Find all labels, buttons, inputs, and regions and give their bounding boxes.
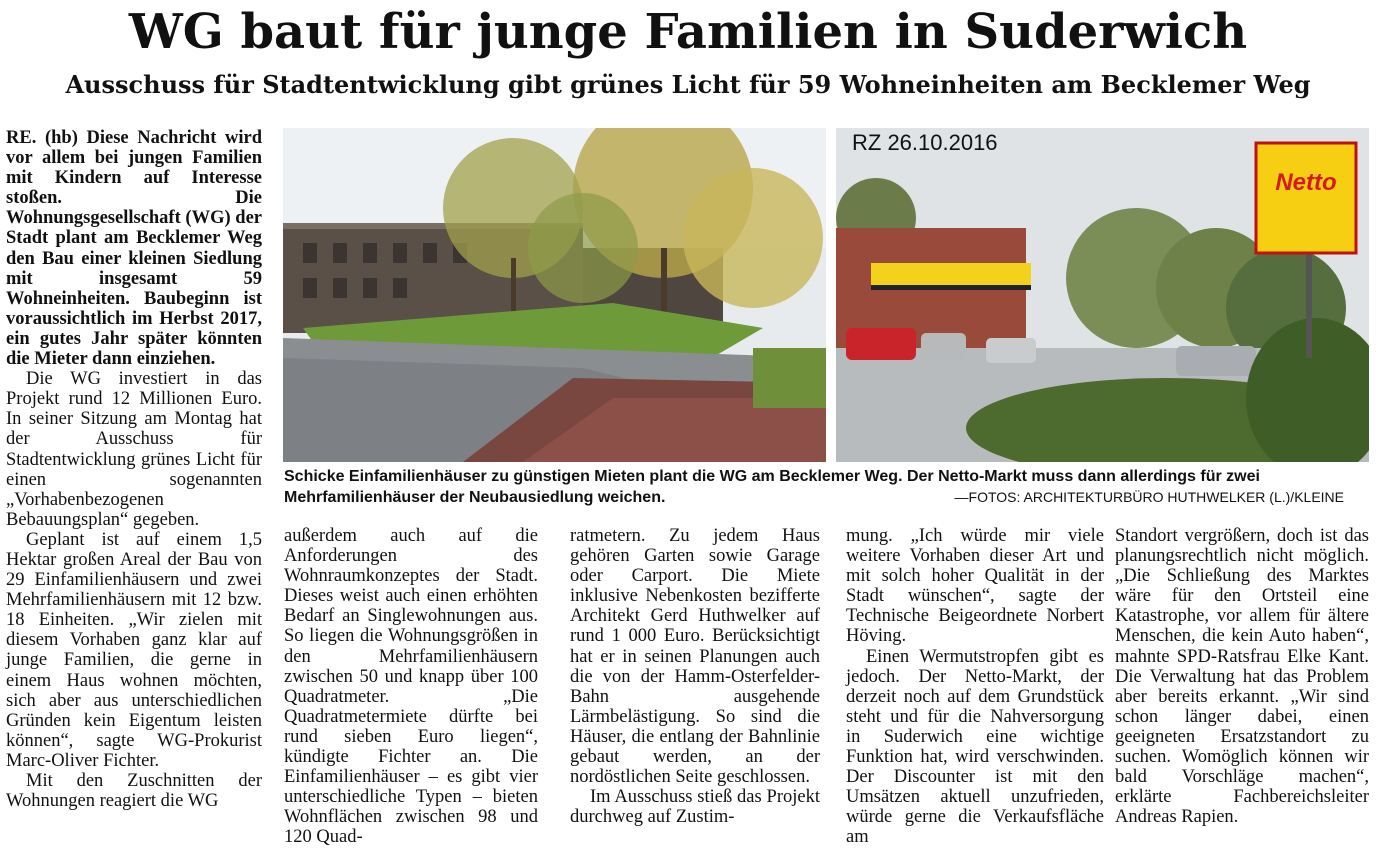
netto-market-photo xyxy=(836,128,1369,462)
paragraph: Einen Wermutstropfen gibt es jedoch. Der Netto-Markt, der derzeit noch auf dem Grundstück steht und für die Nahversorgung in Suderwich eine wichtige Funktion hat, wird verschwinden. Der Discounter ist mit den Umsätzen aktuell unzufrieden, würde gerne die Verkaufsfläche am xyxy=(846,646,1104,848)
article-column-3 xyxy=(570,526,820,827)
paragraph: ratmetern. Zu jedem Haus gehören Garten sowie Garage oder Carport. Die Miete inklusive Nebenkosten bezifferte Architekt Gerd Huthwelker auf rund 1 000 Euro. Berücksichtigt hat er in seinen Planungen auch die von der Hamm-Osterfelder-Bahn ausgehende Lärmbelästigung. So sind die Häuser, die entlang der Bahnlinie gebaut werden, an der nordöstlichen Seite geschlossen. xyxy=(570,526,820,788)
paragraph: Geplant ist auf einem 1,5 Hektar großen Areal der Bau von 29 Einfamilienhäusern und zwei Mehrfamilienhäusern mit 12 bzw. 18 Einheiten. „Wir zielen mit diesem Vorhaben ganz klar auf junge Familien, die gerne in einem Haus wohnen möchten, sich aber aus unterschiedlichen Gründen kein Eigentum leisten können“, sagte WG-Prokurist Marc-Oliver Fichter. xyxy=(6,529,262,771)
rendering-image xyxy=(283,128,826,462)
lead-paragraph: RE. (hb) Diese Nachricht wird vor allem bei jungen Familien mit Kindern auf Interesse stoßen. Die Wohnungsgesellschaft (WG) der Stadt plant am Becklemer Weg den Bau einer kleinen Siedlung mit insgesamt 59 Wohneinheiten. Baubeginn ist voraussichtlich im Herbst 2017, ein gutes Jahr später könnten die Mieter dann einziehen. xyxy=(6,128,262,370)
architecture-rendering-photo xyxy=(283,128,826,462)
paragraph: außerdem auch auf die Anforderungen des Wohnraumkonzeptes der Stadt. Dieses weist auch einen erhöhten Bedarf an Singlewohnungen aus. So liegen die Wohnungsgrößen in den Mehrfamilienhäusern zwischen 50 und knapp über 100 Quadratmeter. „Die Quadratmetermiete dürfte bei rund sieben Euro liegen“, kündigte Fichter an. Die Einfamilienhäuser – es gibt vier unterschiedliche Typen – bieten Wohnflächen zwischen 98 und 120 Quad- xyxy=(284,526,538,848)
subheadline: Ausschuss für Stadtentwicklung gibt grünes Licht für 59 Wohneinheiten am Becklemer Weg xyxy=(65,70,1311,99)
paragraph: Standort vergrößern, doch ist das planungsrechtlich nicht möglich. „Die Schließung des Marktes wäre für den Ortsteil eine Katastrophe, vor allem für ältere Menschen, die kein Auto haben“, mahnte SPD-Ratsfrau Elke Kant. Die Verwaltung hat das Problem aber bereits erkannt. „Wir sind schon länger dabei, einen geeigneten Ersatzstandort zu suchen. Womöglich können wir bald Vorschläge machen“, erklärte Fachbereichsleiter Andreas Rapien. xyxy=(1115,526,1369,828)
article-column-5 xyxy=(1115,526,1369,827)
article-column-4 xyxy=(846,526,1104,848)
paragraph: Die WG investiert in das Projekt rund 12 Millionen Euro. In seiner Sitzung am Montag hat der Ausschuss für Stadtentwicklung grünes Licht für einen sogenannten „Vorhabenbezogenen Bebauungsplan“ gegeben. xyxy=(6,369,262,530)
paragraph: Im Ausschuss stieß das Projekt durchweg auf Zustim- xyxy=(570,787,820,828)
paragraph: mung. „Ich würde mir viele weitere Vorhaben dieser Art und mit solch hoher Qualität in der Stadt wünschen“, sagte der Technische Beigeordnete Norbert Höving. xyxy=(846,526,1104,647)
market-image xyxy=(836,128,1369,462)
paragraph: Mit den Zuschnitten der Wohnungen reagiert die WG xyxy=(6,771,262,812)
article-column-2 xyxy=(284,526,538,848)
photo-caption: Schicke Einfamilienhäuser zu günstigen Mieten plant die WG am Becklemer Weg. Der Netto-Markt muss dann allerdings für zwei Mehrfamilienhäuser der Neubausiedlung weichen. xyxy=(284,468,1260,506)
headline: WG baut für junge Familien in Suderwich xyxy=(128,4,1248,60)
date-stamp: RZ 26.10.2016 xyxy=(852,130,998,155)
photo-credit: —FOTOS: ARCHITEKTURBÜRO HUTHWELKER (L.)/KLEINE xyxy=(954,489,1344,505)
netto-sign-text: Netto xyxy=(1275,169,1337,196)
article-column-1 xyxy=(6,128,262,811)
